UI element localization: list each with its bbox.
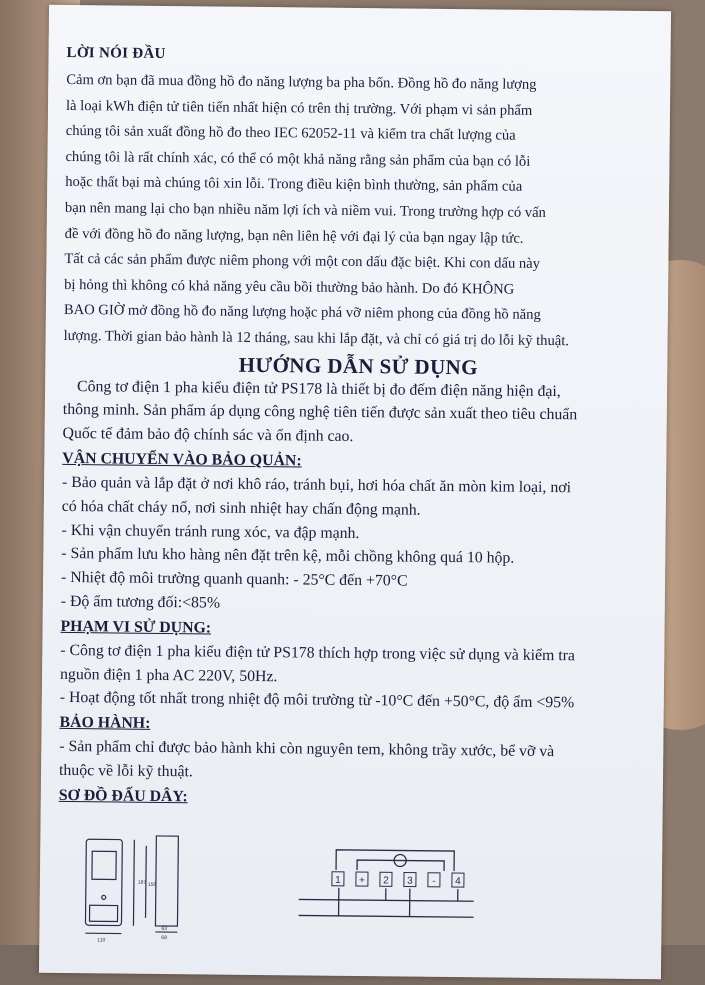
scope-list	[60, 639, 651, 717]
leaflet-content	[59, 45, 657, 814]
meter-terminal-cover	[89, 905, 117, 921]
terminal-label-2: 2	[383, 875, 389, 887]
dimension-label-156: 156	[147, 881, 157, 888]
transport-heading: VẬN CHUYỂN VÀO BẢO QUẢN:	[62, 449, 302, 470]
warranty-line: thuộc về lỗi kỹ thuật.	[58, 761, 193, 781]
scope-line: - Công tơ điện 1 pha kiểu điện tử PS178 thích hợp trong việc sử dụng và kiểm tra	[60, 641, 576, 665]
preface-line: BAO GIỜ mở đồng hồ đo năng lượng hoặc phá vỡ niêm phong của đồng hồ năng	[63, 302, 541, 324]
dimension-label-187: 187	[137, 879, 147, 886]
scope-line: - Hoạt động tốt nhất trong nhiệt độ môi trường từ -10°C đến +50°C, độ ẩm <95%	[59, 689, 575, 712]
wiring-heading: SƠ ĐỒ ĐẤU DÂY:	[58, 786, 188, 805]
preface-text	[63, 68, 656, 356]
terminal-label-4: 4	[455, 876, 461, 888]
preface-line: chúng tôi là rất chính xác, có thể có một khả năng rằng sản phẩm của bạn có lỗi	[65, 148, 531, 170]
terminal-labels	[332, 872, 464, 887]
transport-line: - Bảo quản và lắp đặt ở nơi khô ráo, tránh bụi, hơi hóa chất ăn mòn kim loại, nơi	[61, 473, 572, 497]
guide-intro	[62, 374, 653, 452]
scope-line: nguồn điện 1 pha AC 220V, 50Hz.	[59, 665, 278, 685]
preface-line: chúng tôi sản xuất đồng hồ đo theo IEC 62052-11 và kiểm tra chất lượng của	[65, 123, 516, 144]
preface-line: là loại kWh điện tử tiên tiến nhất hiện có trên thị trường. Với phạm vi sản phẩm	[65, 97, 533, 119]
terminal-label-3: 3	[407, 875, 413, 887]
terminal-label-minus: -	[432, 875, 436, 887]
dimension-label-110: 110	[97, 937, 106, 944]
wiring-diagram	[73, 825, 634, 971]
meter-side-outline	[155, 836, 178, 926]
preface-heading: LỜI NÓI ĐẦU	[66, 44, 166, 62]
preface-line: Tất cả các sản phẩm được niêm phong với một con dấu đặc biệt. Khi con dấu này	[64, 251, 541, 273]
warranty-line: - Sản phẩm chỉ được bảo hành khi còn nguyên tem, không trầy xước, bể vỡ và	[59, 738, 555, 761]
guide-intro-line: thông minh. Sản phẩm áp dụng công nghệ tiên tiến được sản xuất theo tiêu chuẩn	[62, 401, 578, 424]
terminal-label-1: 1	[335, 874, 341, 886]
terminal-label-plus: +	[358, 875, 365, 887]
preface-line: đề với đồng hồ đo năng lượng, bạn nên liên hệ với đại lý của bạn ngay lập tức.	[64, 225, 524, 247]
scope-heading: PHẠM VI SỬ DỤNG:	[60, 617, 212, 637]
guide-title: HƯỚNG DẪN SỬ DỤNG	[238, 352, 479, 379]
meter-indicator	[102, 895, 106, 899]
wire-inner-loop	[357, 860, 444, 871]
transport-line: - Độ ẩm tương đối:<85%	[60, 592, 221, 612]
supply-line-bottom	[299, 915, 474, 917]
transport-list	[61, 471, 652, 620]
transport-line: - Sản phẩm lưu kho hàng nên đặt trên kệ, mỗi chồng không quá 10 hộp.	[61, 545, 515, 567]
preface-line: hoặc thất bại mà chúng tôi xin lỗi. Trong điều kiện bình thường, sản phẩm của	[65, 174, 523, 196]
dimension-label-68: 68	[161, 934, 167, 942]
preface-line: Cảm ơn bạn đã mua đồng hồ đo năng lượng ba pha bốn. Đồng hồ đo năng lượng	[66, 71, 537, 93]
guide-intro-line: Công tơ điện 1 pha kiểu điện tử PS178 là thiết bị đo đếm điện năng hiện đại,	[77, 377, 561, 400]
transport-line: có hóa chất cháy nổ, nơi sinh nhiệt hay chấn động mạnh.	[61, 497, 421, 519]
transport-line: - Khi vận chuyển tránh rung xóc, va đập mạnh.	[61, 521, 360, 542]
warranty-list	[59, 735, 649, 789]
dimension-label-63: 63	[161, 925, 168, 933]
preface-line: bị hỏng thì không có khả năng yêu cầu bồi thường bảo hành. Do đó KHÔNG	[64, 276, 515, 298]
meter-display-window	[92, 851, 116, 879]
preface-line: lượng. Thời gian bảo hành là 12 tháng, sau khi lắp đặt, và chỉ có giá trị do lỗi kỹ thuật.	[63, 327, 570, 350]
meter-drawing	[85, 835, 178, 934]
instruction-leaflet	[39, 5, 671, 979]
dimension-line-height	[133, 840, 134, 926]
transport-line: - Nhiệt độ môi trường quanh quanh: - 25°C đến +70°C	[60, 569, 408, 590]
preface-line: bạn nên mang lại cho bạn nhiều năm lợi ích và niềm vui. Trong trường hợp có vấn	[64, 199, 546, 221]
warranty-heading: BẢO HÀNH:	[59, 714, 151, 732]
guide-intro-line: Quốc tế đảm bảo độ chính sác và ổn định cao.	[62, 425, 354, 446]
